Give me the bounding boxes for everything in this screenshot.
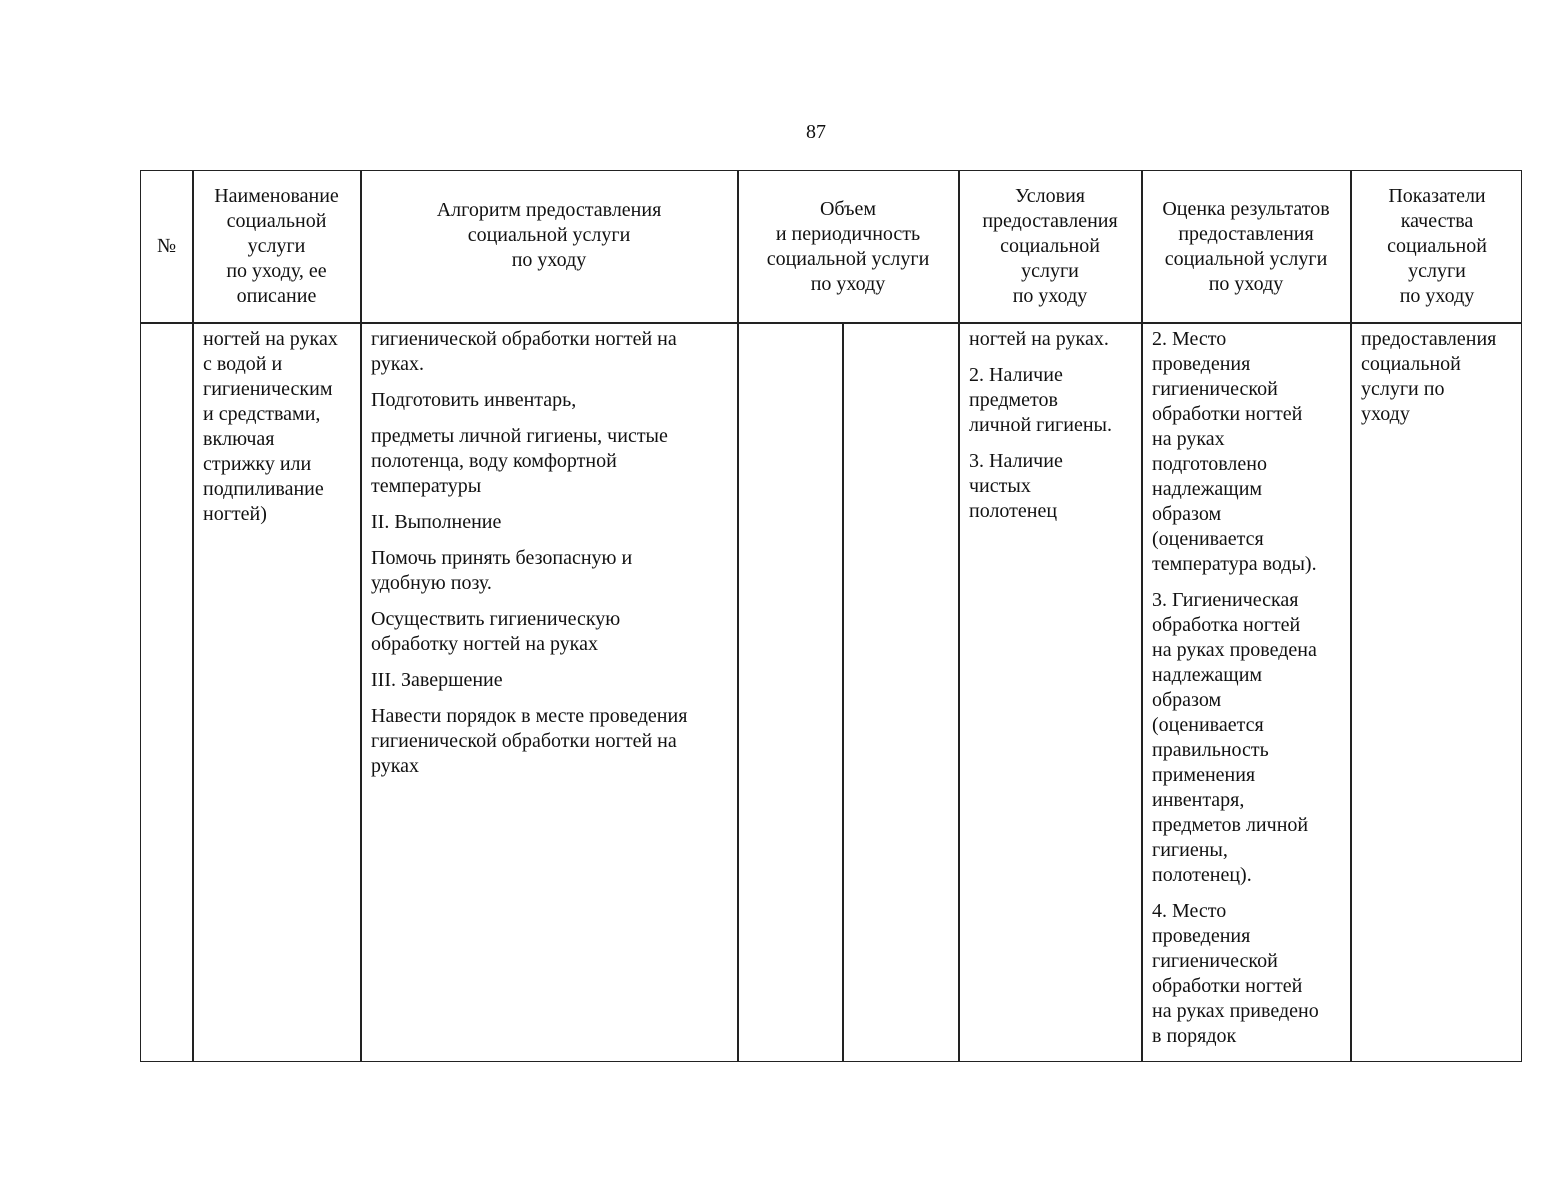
service-name-cell: ногтей на руках с водой и гигиеническим и средствами, включая стрижку или подпиливание ногтей) bbox=[203, 328, 338, 525]
header-algorithm: Алгоритм предоставления социальной услуги по уходу bbox=[436, 198, 662, 271]
row-number bbox=[141, 323, 192, 327]
evaluation-paragraph: 2. Место проведения гигиенической обработки ногтей на руках подготовлено надлежащим образом (оценивается температура воды). bbox=[1152, 328, 1317, 575]
header-number: № bbox=[156, 235, 177, 257]
algorithm-section-heading: II. Выполнение bbox=[371, 511, 502, 533]
col-border-subdivision bbox=[842, 322, 844, 1061]
header-service-name: Наименование социальной услуги по уходу, ее описание bbox=[214, 185, 339, 307]
conditions-paragraph: 3. Наличие чистых полотенец bbox=[969, 450, 1063, 522]
algorithm-paragraph: Навести порядок в месте проведения гигиенической обработки ногтей на руках bbox=[371, 705, 688, 777]
conditions-paragraph: ногтей на руках. bbox=[969, 328, 1109, 350]
algorithm-cell bbox=[361, 323, 737, 790]
algorithm-section-heading: III. Завершение bbox=[371, 669, 503, 691]
algorithm-paragraph: Помочь принять безопасную и удобную позу. bbox=[371, 547, 633, 594]
services-table bbox=[140, 170, 1522, 1062]
conditions-cell bbox=[959, 323, 1141, 535]
quality-cell: предоставления социальной услуги по уходу bbox=[1361, 328, 1497, 425]
algorithm-paragraph: Подготовить инвентарь, bbox=[371, 389, 577, 411]
algorithm-paragraph: Осуществить гигиеническую обработку ногтей на руках bbox=[371, 608, 621, 655]
evaluation-paragraph: 4. Место проведения гигиенической обработки ногтей на руках приведено в порядок bbox=[1152, 900, 1319, 1047]
header-conditions: Условия предоставления социальной услуги по уходу bbox=[982, 185, 1118, 307]
page-number: 87 bbox=[806, 121, 826, 143]
evaluation-cell bbox=[1142, 323, 1350, 1060]
periodicity-cell bbox=[843, 323, 958, 327]
header-evaluation: Оценка результатов предоставления социальной услуги по уходу bbox=[1162, 197, 1330, 295]
evaluation-paragraph: 3. Гигиеническая обработка ногтей на руках проведена надлежащим образом (оценивается правильность применения инвентаря, предметов личной гигиены, полотенец). bbox=[1152, 589, 1317, 886]
algorithm-paragraph: предметы личной гигиены, чистые полотенца, воду комфортной температуры bbox=[371, 425, 668, 497]
header-volume-periodicity: Объем и периодичность социальной услуги по уходу bbox=[766, 197, 930, 295]
algorithm-paragraph: гигиенической обработки ногтей на руках. bbox=[371, 328, 677, 375]
volume-cell bbox=[738, 323, 842, 327]
conditions-paragraph: 2. Наличие предметов личной гигиены. bbox=[969, 364, 1112, 436]
header-quality: Показатели качества социальной услуги по уходу bbox=[1387, 185, 1487, 307]
